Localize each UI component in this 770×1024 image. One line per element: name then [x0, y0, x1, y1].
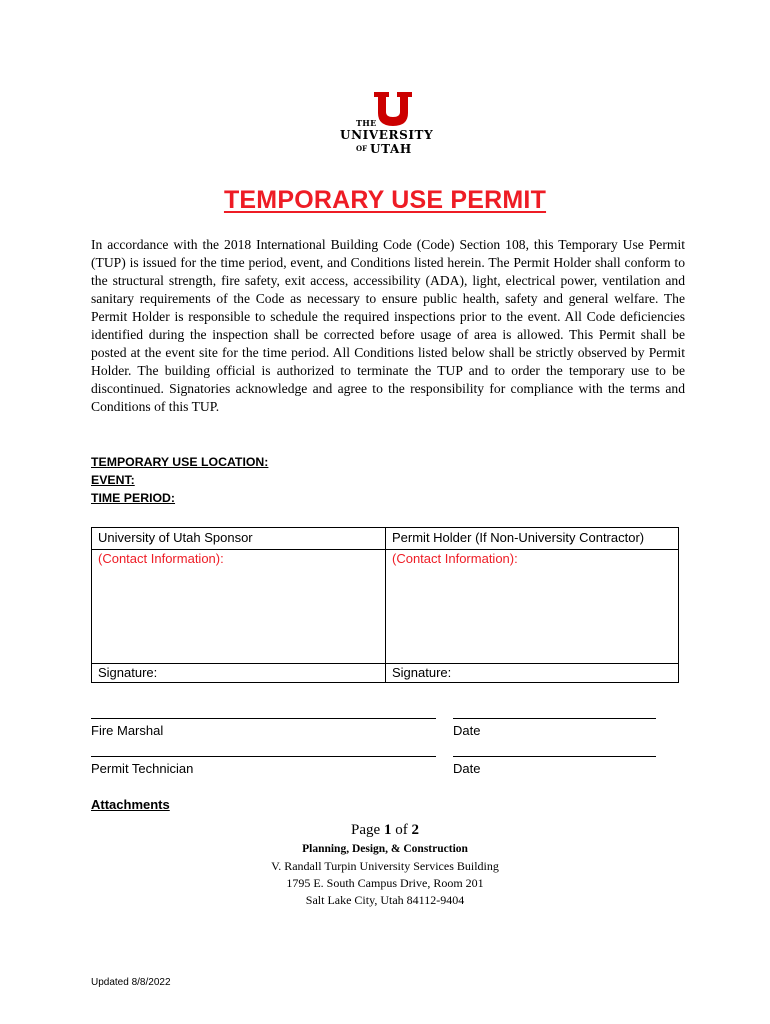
- date-line-2[interactable]: [453, 756, 656, 757]
- date-label-1: Date: [453, 723, 481, 738]
- permit-holder-header: Permit Holder (If Non-University Contractor): [392, 530, 645, 545]
- building-name: V. Randall Turpin University Services Building: [271, 859, 499, 873]
- fire-marshal-signature-line[interactable]: [91, 718, 436, 719]
- table-divider-vertical: [385, 528, 386, 682]
- page-total: 2: [411, 822, 419, 838]
- page-footer: [0, 820, 770, 909]
- sponsor-header: University of Utah Sponsor: [98, 530, 253, 545]
- logo-the-text: THE: [356, 118, 377, 128]
- logo-university-text: UNIVERSITY: [340, 128, 434, 142]
- fire-marshal-label: Fire Marshal: [91, 723, 164, 738]
- updated-date: Updated 8/8/2022: [91, 977, 171, 988]
- contact-table: [91, 527, 679, 683]
- page-prefix: Page: [351, 822, 384, 838]
- location-label: TEMPORARY USE LOCATION:: [91, 455, 269, 469]
- date-line-1[interactable]: [453, 718, 656, 719]
- page-title-text: TEMPORARY USE PERMIT: [223, 186, 547, 214]
- sponsor-contact-field[interactable]: (Contact Information):: [98, 551, 224, 566]
- logo-utah-text: UTAH: [370, 142, 412, 156]
- intro-paragraph: In accordance with the 2018 International Building Code (Code) Section 108, this Temporary Use Permit (TUP) is issued for the time period, event, and Conditions listed herein. The Permit Holder shall conform to the structural strength, fire safety, exit access, accessibility (ADA), light, electrical power, ventilation and sanitary requirements of the Code as necessary to ensure public health, safety and general welfare. The Permit Holder is responsible to schedule the required inspections prior to the event. All Code deficiencies identified during the inspection shall be corrected before usage of area is allowed. This Permit shall be posted at the event site for the time period. All Conditions listed below shall be strictly observed by Permit Holder. The building official is authorized to terminate the TUP and to order the temporary use to be discontinued. Signatories acknowledge and agree to the responsibility for compliance with the terms and Conditions of this TUP.: [91, 237, 685, 414]
- street-address: 1795 E. South Campus Drive, Room 201: [286, 876, 484, 890]
- page-title: [0, 186, 770, 215]
- permit-holder-signature-field[interactable]: Signature:: [392, 665, 452, 680]
- table-divider-header: [92, 549, 678, 550]
- table-divider-signature: [92, 663, 678, 664]
- permit-technician-label: Permit Technician: [91, 761, 194, 776]
- sponsor-signature-field[interactable]: Signature:: [98, 665, 158, 680]
- logo-of-text: OF: [356, 144, 368, 153]
- page-current: 1: [383, 822, 392, 838]
- permit-technician-signature-line[interactable]: [91, 756, 436, 757]
- permit-holder-contact-field[interactable]: (Contact Information):: [392, 551, 518, 566]
- page-number: [0, 820, 770, 840]
- city-address: Salt Lake City, Utah 84112-9404: [305, 893, 465, 907]
- page-of: of: [391, 822, 412, 838]
- time-period-label: TIME PERIOD:: [91, 491, 176, 505]
- block-u-logo-icon: [374, 92, 412, 126]
- university-logo: [332, 92, 436, 158]
- event-label: EVENT:: [91, 473, 135, 487]
- date-label-2: Date: [453, 761, 481, 776]
- department-name: Planning, Design, & Construction: [302, 843, 468, 855]
- attachments-heading: Attachments: [91, 797, 170, 812]
